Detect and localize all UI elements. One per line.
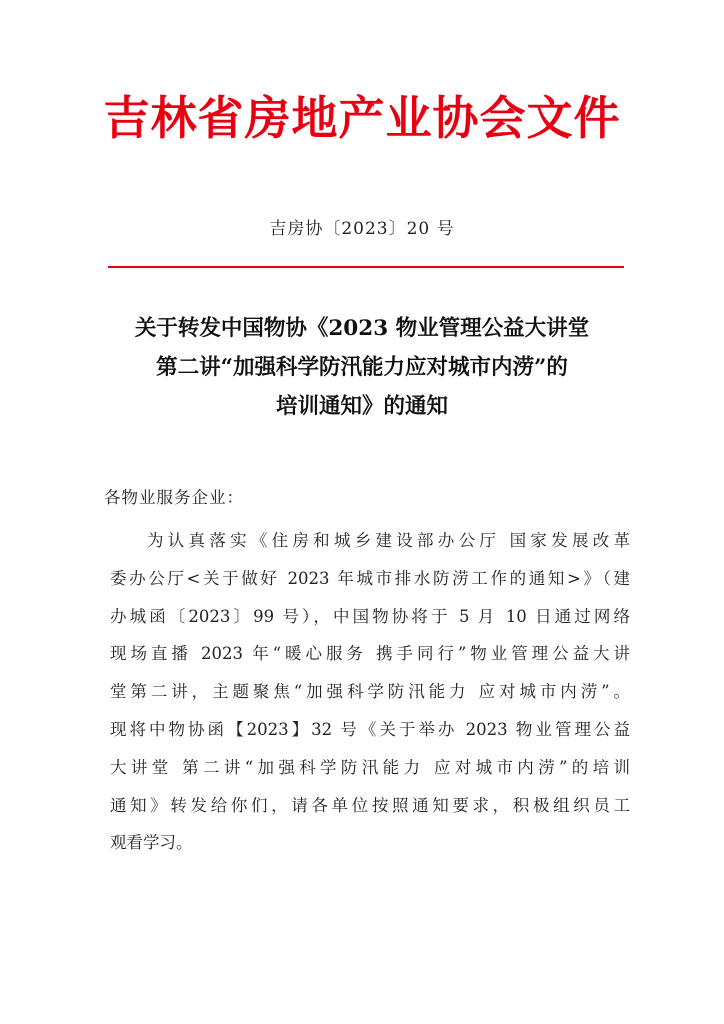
paragraph-line: 现将中物协函【2023】32 号《关于举办 2023 物业管理公益 [110,719,630,739]
red-divider-rule [108,266,624,268]
paragraph-line: 大讲堂 第二讲“加强科学防汛能力 应对城市内涝”的培训 [110,757,630,777]
document-title [90,309,634,426]
paragraph-line: 现场直播 2023 年“暖心服务 携手同行”物业管理公益大讲 [110,644,630,664]
paragraph-line: 委办公厅<关于做好 2023 年城市排水防涝工作的通知>》（建 [110,568,630,588]
paragraph-line: 观看学习。 [110,833,193,853]
title-line: 关于转发中国物协《2023 物业管理公益大讲堂 [134,316,590,341]
document-masthead: 吉林省房地产业协会文件 [103,91,621,145]
paragraph-line: 为认真落实《住房和城乡建设部办公厅 国家发展改革 [147,531,630,550]
body-paragraph [110,522,630,862]
paragraph-line: 通知》转发给你们，请各单位按照通知要求，积极组织员工 [110,795,630,815]
paragraph-line: 办城函〔2023〕99 号），中国物协将于 5 月 10 日通过网络 [110,606,630,626]
salutation: 各物业服务企业： [104,488,244,507]
document-number: 吉房协〔2023〕20 号 [269,219,455,239]
paragraph-line: 堂第二讲，主题聚焦“加强科学防汛能力 应对城市内涝”。 [110,682,630,702]
title-line: 第二讲“加强科学防汛能力应对城市内涝”的 [156,355,568,380]
title-line: 培训通知》的通知 [275,394,448,419]
